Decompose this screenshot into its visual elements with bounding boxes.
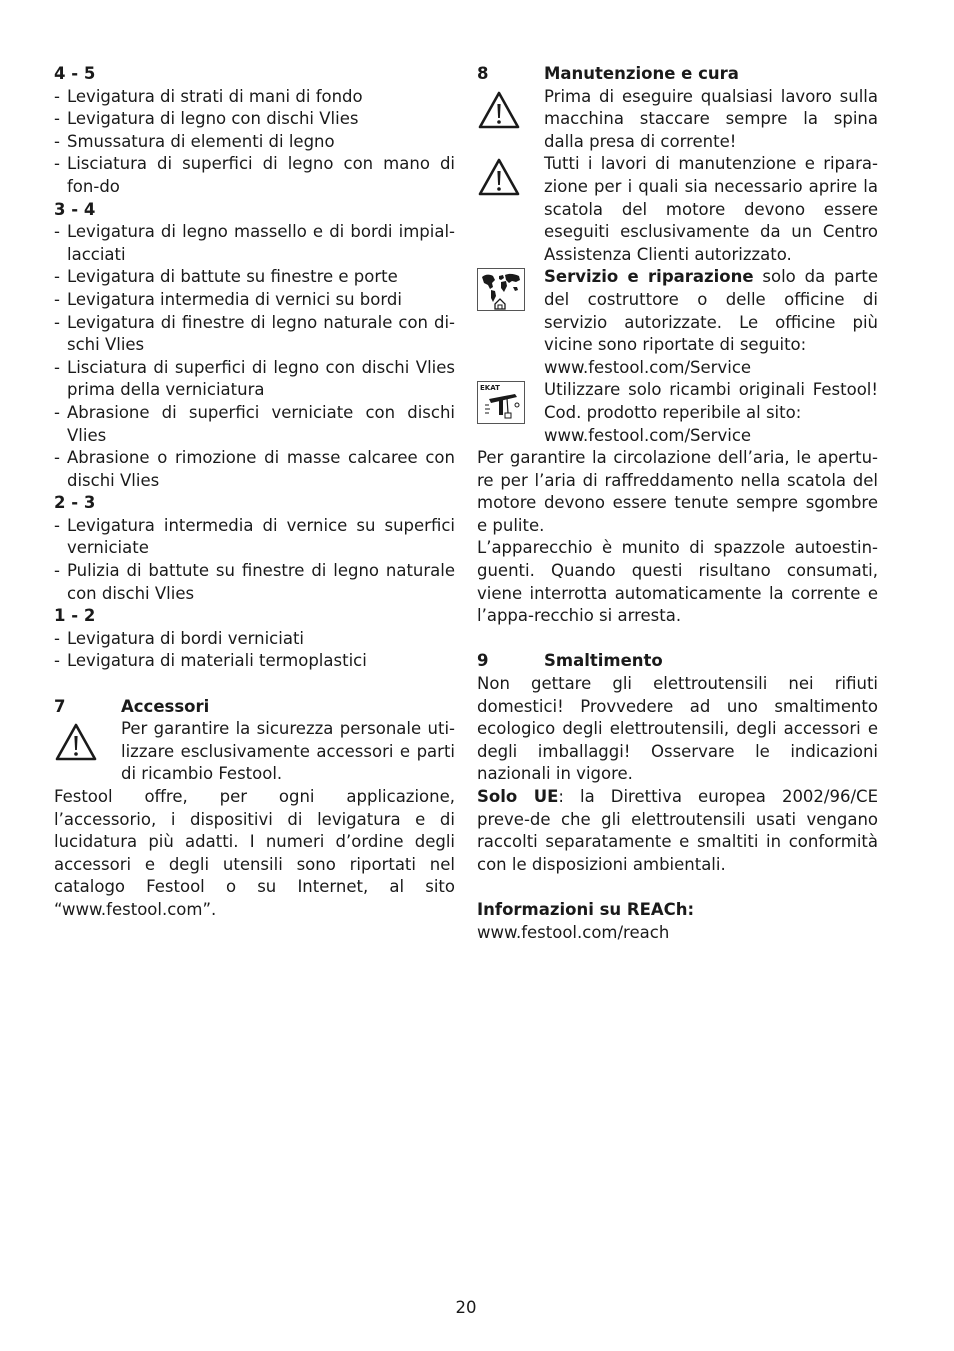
warning-row: [477, 86, 878, 154]
warning-icon: [477, 90, 521, 130]
spacer: [477, 628, 878, 651]
paragraph: Per garantire la circolazione dell’aria, le apertu-re per l’aria di raffreddamento nella scatola del motore devono essere tenute sempre sgombre e pulite.: [477, 448, 878, 535]
world-service-icon: [477, 268, 525, 311]
paragraph: L’apparecchio è munito di spazzole autoestin-guenti. Quando questi risultano consumati, viene interrotta automaticamente la corrente e l’appa-recchio si arresta.: [477, 538, 878, 626]
group-list: [54, 221, 455, 492]
section-heading: [54, 696, 455, 719]
warning-row: [477, 153, 878, 266]
group-list: [54, 628, 455, 673]
list-item: - Levigatura di legno massello e di bordi impial-lacciati: [54, 221, 455, 266]
list-item: - Smussatura di elementi di legno: [54, 131, 455, 154]
section-number: 9: [477, 651, 489, 671]
list-item: - Abrasione o rimozione di masse calcaree con dischi Vlies: [54, 447, 455, 492]
group-1-2: [54, 605, 455, 673]
list-item: - Levigatura di materiali termoplastici: [54, 650, 455, 673]
right-column: [477, 63, 878, 944]
service-bold: Servizio e riparazione: [544, 267, 754, 287]
list-item: - Levigatura di bordi verniciati: [54, 628, 455, 651]
service-url[interactable]: www.festool.com/Service: [544, 357, 752, 377]
left-column: [54, 63, 455, 922]
section-title: Smaltimento: [544, 651, 663, 671]
warning-text: Prima di eseguire qualsiasi lavoro sulla macchina staccare sempre la spina dalla presa di corrente!: [544, 86, 878, 151]
list-item: - Abrasione di superfici verniciate con dischi Vlies: [54, 402, 455, 447]
list-item: - Pulizia di battute su finestre di legno naturale con dischi Vlies: [54, 560, 455, 605]
section-heading: [477, 650, 878, 673]
paragraph: Festool offre, per ogni applicazione, l’accessorio, i dispositivi di levigatura e di lucidatura più adatti. I numeri d’ordine degli accessori e degli utensili sono riportati nel catalogo Festool o su Internet, al sito “www.festool.com”.: [54, 787, 455, 919]
spare-parts-catalog-icon: [477, 381, 525, 424]
section-heading: [477, 63, 878, 86]
group-list: [54, 515, 455, 605]
warning-row: [54, 718, 455, 786]
group-title: 3 - 4: [54, 199, 96, 219]
service-row: [477, 266, 878, 379]
list-item: - Lisciatura di superfici di legno con dischi Vlies prima della verniciatura: [54, 357, 455, 402]
ekat-text: Utilizzare solo ricambi originali Festool! Cod. prodotto reperibile al sito:: [544, 380, 878, 422]
ekat-url[interactable]: www.festool.com/Service: [544, 425, 752, 445]
section-title: Accessori: [121, 696, 210, 716]
group-title: 1 - 2: [54, 606, 96, 626]
paragraph: Non gettare gli elettroutensili nei rifiuti domestici! Provvedere ad uno smaltimento ecologico degli elettroutensili, degli accessori e degli imballaggi! Osservare le indicazioni nazionali in vigore.: [477, 674, 878, 784]
group-title: 4 - 5: [54, 64, 96, 83]
reach-title: Informazioni su REACh:: [477, 899, 695, 919]
ue-bold: Solo UE: [477, 787, 559, 806]
list-item: - Levigatura di strati di mani di fondo: [54, 86, 455, 109]
group-title: 2 - 3: [54, 493, 96, 513]
section-number: 8: [477, 64, 489, 83]
list-item: - Lisciatura di superfici di legno con mano di fon-do: [54, 153, 455, 198]
ekat-row: [477, 379, 878, 447]
group-2-3: [54, 492, 455, 605]
group-3-4: [54, 199, 455, 493]
section-reach: [477, 899, 878, 944]
service-text: solo da parte del costruttore o delle officine di servizio autorizzate. Le officine più vicine sono riportate di seguito:: [544, 267, 878, 355]
section-title: Manutenzione e cura: [544, 64, 739, 83]
list-item: - Levigatura intermedia di vernice su superfici verniciate: [54, 515, 455, 560]
spacer: [477, 876, 878, 899]
list-item: - Levigatura di battute su finestre e porte: [54, 266, 455, 289]
reach-url[interactable]: www.festool.com/reach: [477, 922, 670, 942]
section-accessori: [54, 696, 455, 922]
paragraph: [477, 786, 878, 876]
warning-icon: [54, 722, 98, 762]
list-item: - Levigatura di legno con dischi Vlies: [54, 108, 455, 131]
warning-icon: [477, 157, 521, 197]
list-item: - Levigatura intermedia di vernici su bordi: [54, 289, 455, 312]
section-number: 7: [54, 696, 66, 716]
list-item: - Levigatura di finestre di legno naturale con di-schi Vlies: [54, 312, 455, 357]
spacer: [54, 673, 455, 696]
warning-text: Tutti i lavori di manutenzione e ripara-zione per i quali sia necessario aprire la scatola del motore devono essere eseguiti esclusivamente da un Centro Assistenza Clienti autorizzato.: [544, 154, 878, 264]
group-list: [54, 86, 455, 199]
warning-text: Per garantire la sicurezza personale uti-lizzare esclusivamente accessori e parti di ricambio Festool.: [121, 719, 455, 784]
ue-text: : la Direttiva europea 2002/96/CE preve-de che gli elettroutensili usati vengano raccolti separatamente e smaltiti in conformità con le disposizioni ambientali.: [477, 787, 878, 874]
group-4-5: [54, 63, 455, 199]
section-smaltimento: [477, 650, 878, 876]
page-number: 20: [455, 1298, 477, 1317]
ekat-label: EKAT: [480, 384, 500, 393]
section-manutenzione: [477, 63, 878, 628]
